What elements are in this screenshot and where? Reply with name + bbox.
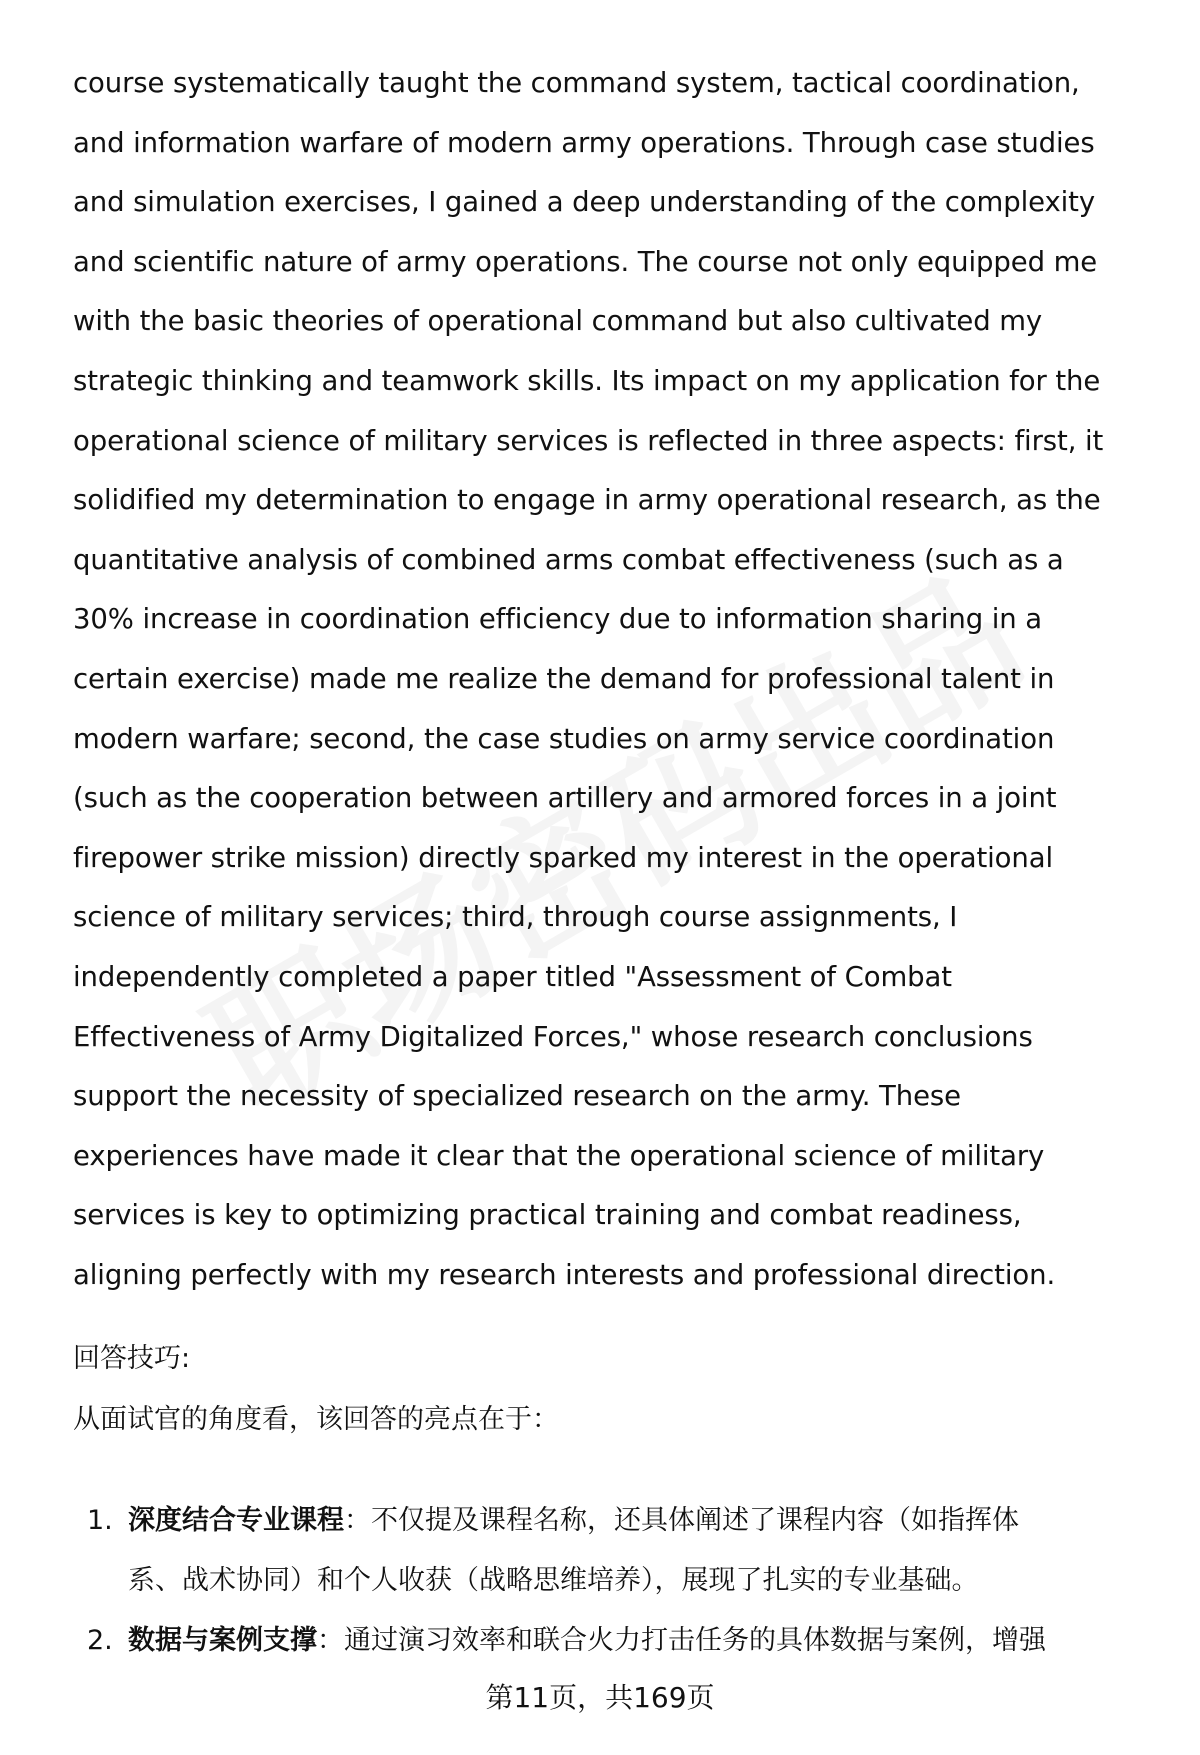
paragraph-line: support the necessity of specialized research on the army. These: [73, 1080, 961, 1113]
tip-title: 深度结合专业课程: [128, 1505, 344, 1536]
tip-line: [128, 1611, 1153, 1671]
tip-text: ：不仅提及课程名称，还具体阐述了课程内容（如指挥体: [344, 1505, 1019, 1536]
paragraph-line: aligning perfectly with my research interests and professional direction.: [73, 1258, 1056, 1291]
paragraph-line: (such as the cooperation between artillery and armored forces in a joint: [73, 782, 1057, 815]
paragraph-line: firepower strike mission) directly sparked my interest in the operational: [73, 841, 1054, 874]
paragraph-line: science of military services; third, through course assignments, I: [73, 901, 958, 934]
paragraph-line: quantitative analysis of combined arms combat effectiveness (such as a: [73, 543, 1064, 576]
paragraph-line: solidified my determination to engage in army operational research, as the: [73, 484, 1101, 517]
paragraph-line: modern warfare; second, the case studies on army service coordination: [73, 722, 1055, 755]
paragraph-line: course systematically taught the command system, tactical coordination,: [73, 67, 1080, 99]
tip-title: 数据与案例支撑: [128, 1625, 317, 1656]
paragraph-line: operational science of military services is reflected in three aspects: first, it: [73, 424, 1104, 457]
tip-item: [73, 1611, 1153, 1671]
answer-paragraph: [73, 54, 1143, 1305]
tip-text: ：通过演习效率和联合火力打击任务的具体数据与案例，增强: [317, 1625, 1046, 1656]
paragraph-line: independently completed a paper titled "Assessment of Combat: [73, 960, 952, 993]
paragraph-line: strategic thinking and teamwork skills. Its impact on my application for the: [73, 364, 1101, 397]
tip-line: [128, 1491, 1153, 1551]
tip-number: 1.: [87, 1505, 113, 1536]
tip-number: 2.: [87, 1625, 113, 1656]
paragraph-line: and scientific nature of army operations. The course not only equipped me: [73, 245, 1098, 278]
tip-item: [73, 1491, 1153, 1611]
paragraph-line: services is key to optimizing practical training and combat readiness,: [73, 1199, 1022, 1232]
paragraph-line: with the basic theories of operational command but also cultivated my: [73, 305, 1043, 338]
paragraph-line: and simulation exercises, I gained a deep understanding of the complexity: [73, 186, 1096, 219]
tips-intro: 从面试官的角度看，该回答的亮点在于：: [73, 1404, 559, 1435]
tips-heading: 回答技巧:: [73, 1343, 191, 1374]
paragraph-line: experiences have made it clear that the operational science of military: [73, 1139, 1045, 1172]
tip-text: 系、战术协同）和个人收获（战略思维培养），展现了扎实的专业基础。: [128, 1565, 979, 1596]
page-number-footer: 第11页，共169页: [485, 1681, 715, 1714]
paragraph-line: certain exercise) made me realize the demand for professional talent in: [73, 662, 1055, 695]
tips-list: [73, 1491, 1153, 1671]
paragraph-line: 30% increase in coordination efficiency due to information sharing in a: [73, 603, 1042, 636]
paragraph-line: and information warfare of modern army operations. Through case studies: [73, 126, 1095, 159]
paragraph-line: Effectiveness of Army Digitalized Forces," whose research conclusions: [73, 1020, 1033, 1053]
